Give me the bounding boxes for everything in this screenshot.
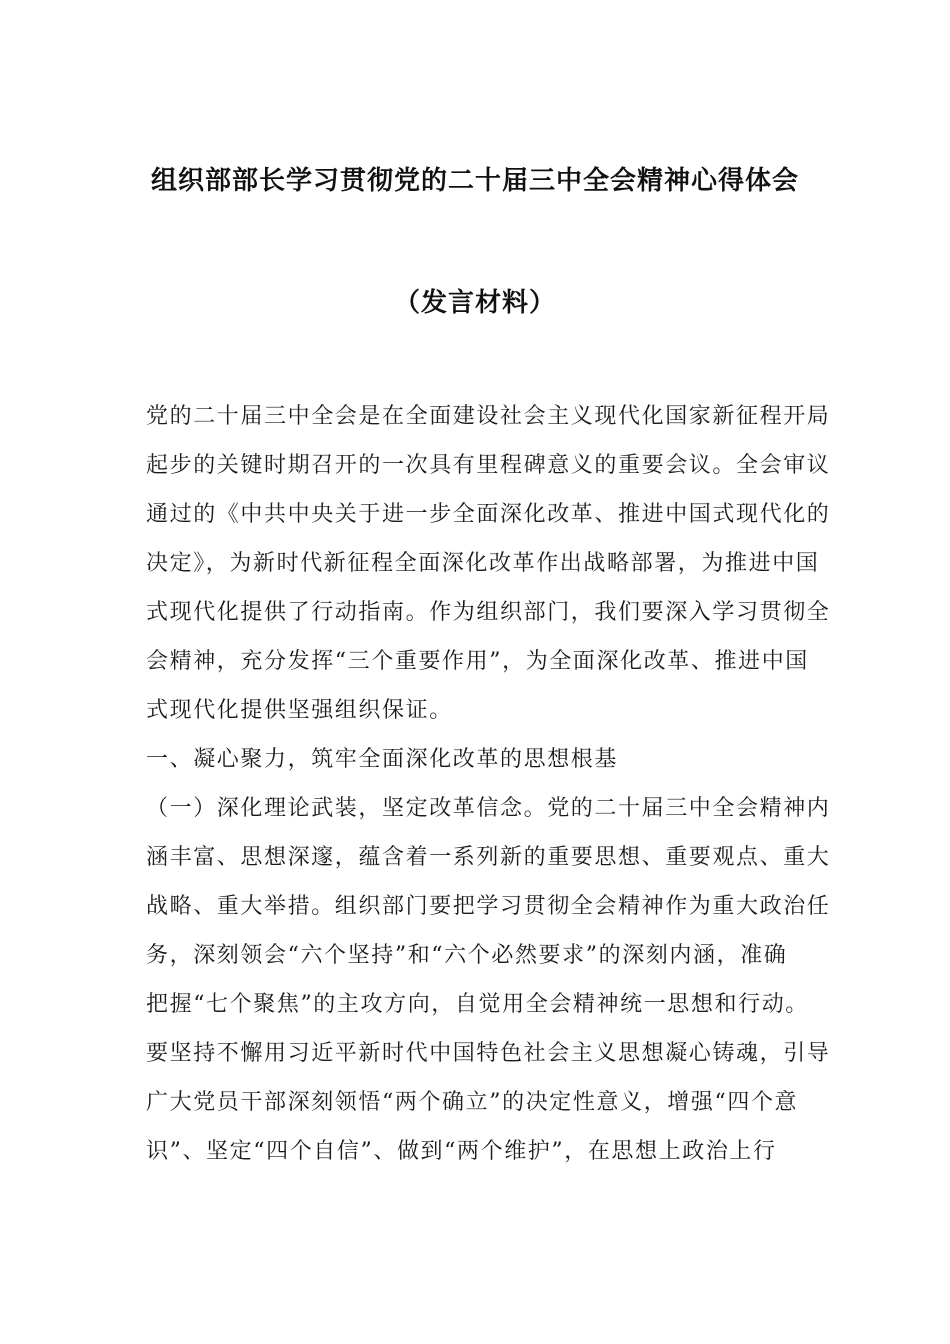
- body-line: 式现代化提供坚强组织保证。: [146, 698, 453, 723]
- body-line: （一）深化理论武装，坚定改革信念。党的二十届三中全会精神内: [146, 796, 831, 821]
- body-line: 决定》，为新时代新征程全面深化改革作出战略部署，为推进中国: [146, 551, 820, 576]
- body-line: 会精神，充分发挥“三个重要作用”，为全面深化改革、推进中国: [146, 649, 809, 674]
- body-line: 涵丰富、思想深邃，蕴含着一系列新的重要思想、重要观点、重大: [146, 845, 831, 870]
- document-title: 组织部部长学习贯彻党的二十届三中全会精神心得体会: [150, 166, 799, 196]
- document-body: [146, 396, 831, 1180]
- body-line: 要坚持不懈用习近平新时代中国特色社会主义思想凝心铸魂，引导: [146, 1041, 831, 1066]
- body-line: 式现代化提供了行动指南。作为组织部门，我们要深入学习贯彻全: [146, 600, 831, 625]
- body-line: 通过的《中共中央关于进一步全面深化改革、推进中国式现代化的: [146, 502, 831, 527]
- body-line: 识”、坚定“四个自信”、做到“两个维护”，在思想上政治上行: [146, 1139, 777, 1164]
- document-subtitle: （发言材料）: [393, 288, 556, 318]
- body-line: 战略、重大举措。组织部门要把学习贯彻全会精神作为重大政治任: [146, 894, 831, 919]
- body-line: 广大党员干部深刻领悟“两个确立”的决定性意义，增强“四个意: [146, 1090, 799, 1115]
- body-line: 务，深刻领会“六个坚持”和“六个必然要求”的深刻内涵，准确: [146, 943, 788, 968]
- body-line: 把握“七个聚焦”的主攻方向，自觉用全会精神统一思想和行动。: [146, 992, 809, 1017]
- section-heading: 一、凝心聚力，筑牢全面深化改革的思想根基: [146, 747, 619, 772]
- body-line: 起步的关键时期召开的一次具有里程碑意义的重要会议。全会审议: [146, 453, 831, 478]
- body-line: 党的二十届三中全会是在全面建设社会主义现代化国家新征程开局: [146, 404, 831, 429]
